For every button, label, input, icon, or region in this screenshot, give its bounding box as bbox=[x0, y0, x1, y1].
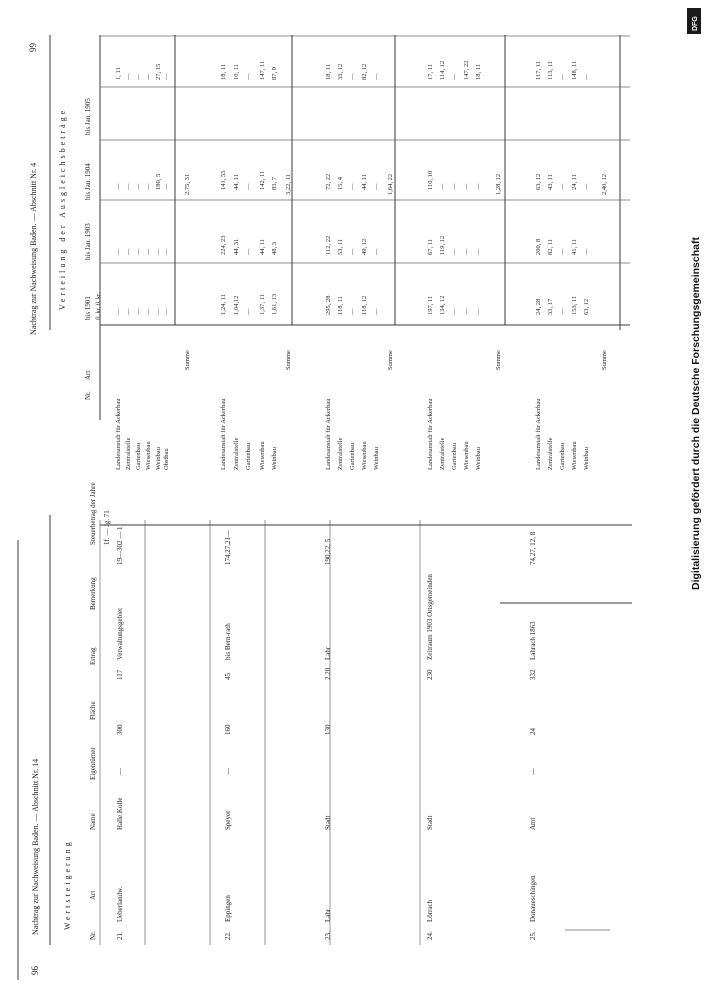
row-value: 148, 11 bbox=[571, 60, 578, 80]
left-col-owner: Eigentümer bbox=[89, 747, 97, 780]
left-page-number: 96 bbox=[30, 966, 40, 975]
table-row bbox=[155, 64, 162, 470]
total-value: 2.75, 31 bbox=[184, 173, 191, 195]
row-value: — bbox=[373, 248, 380, 255]
row-value: 82, 12 bbox=[361, 63, 368, 80]
table-row bbox=[529, 531, 537, 940]
row-value: — bbox=[163, 183, 170, 190]
left-page bbox=[18, 482, 632, 980]
row-value: 87, 9 bbox=[271, 67, 278, 80]
row-value: 110, 10 bbox=[427, 170, 434, 190]
row-nr: 25. bbox=[529, 931, 537, 940]
table-row bbox=[547, 61, 554, 470]
row-value: — bbox=[135, 183, 142, 190]
row-remark: Zeitraum 1903 Ortsgemeinden bbox=[426, 574, 434, 660]
table-row bbox=[245, 73, 252, 470]
table-row bbox=[224, 529, 232, 940]
row-yield: 2.20 bbox=[324, 667, 332, 680]
total-label: Summe bbox=[495, 350, 502, 370]
row-value: 142, 11 bbox=[259, 170, 266, 190]
row-amount: 174,27,21— bbox=[224, 530, 232, 565]
row-value: 1,61, 13 bbox=[271, 293, 278, 315]
table-row bbox=[361, 64, 368, 470]
row-value: — bbox=[373, 183, 380, 190]
row-value: — bbox=[135, 73, 142, 80]
row-owner: — bbox=[529, 768, 537, 775]
row-amount: 190,22, 5 bbox=[324, 538, 332, 565]
row-amount: 74,27, 12, 8 bbox=[529, 531, 537, 565]
row-value: 33, 12 bbox=[337, 63, 344, 80]
row-label: Landesanstalt für Ackerbau bbox=[535, 398, 542, 470]
row-value: — bbox=[349, 308, 356, 315]
table-row bbox=[259, 61, 266, 470]
row-value: — bbox=[163, 248, 170, 255]
row-value: — bbox=[245, 248, 252, 255]
row-value: — bbox=[559, 248, 566, 255]
row-value: 53, 11 bbox=[337, 238, 344, 255]
row-owner: — bbox=[116, 768, 124, 775]
left-col-art: Art bbox=[89, 890, 97, 900]
row-label: Landesanstalt für Ackerbau bbox=[220, 398, 227, 470]
row-value: — bbox=[583, 73, 590, 80]
right-col-1903: bis Jan. 1903 bbox=[84, 223, 92, 260]
row-group bbox=[325, 64, 394, 470]
total-value: 1,64, 22 bbox=[387, 173, 394, 195]
table-row bbox=[116, 526, 124, 940]
left-col-name: Name bbox=[89, 813, 97, 830]
row-value: 117, 11 bbox=[535, 60, 542, 80]
row-yield: 117 bbox=[116, 669, 124, 680]
table-row bbox=[135, 73, 142, 470]
row-art: Eppingen bbox=[224, 895, 232, 922]
table-row bbox=[535, 61, 542, 470]
row-value: 114, 12 bbox=[439, 60, 446, 80]
row-value: — bbox=[115, 183, 122, 190]
row-value: 18, 11 bbox=[475, 63, 482, 80]
left-col-remark: Bemerkung bbox=[89, 577, 97, 610]
row-label: Weinbau bbox=[583, 447, 590, 470]
row-value: — bbox=[349, 248, 356, 255]
row-label: Wiesenbau bbox=[463, 441, 470, 470]
row-label: Gartenbau bbox=[135, 442, 142, 470]
row-remark: bis Bern-rath bbox=[224, 623, 232, 660]
row-value: 118, 12 bbox=[361, 295, 368, 315]
row-name: Stadt bbox=[426, 815, 434, 830]
row-yield: 332 bbox=[529, 669, 537, 680]
row-value: — bbox=[463, 308, 470, 315]
row-yield: 45 bbox=[224, 673, 232, 680]
row-value: 141, 55 bbox=[220, 170, 227, 190]
row-value: — bbox=[559, 73, 566, 80]
group-total bbox=[285, 174, 292, 370]
row-value: 118, 11 bbox=[337, 295, 344, 315]
table-row bbox=[427, 64, 434, 470]
left-col-subheader: 1f. — Jg. 71 bbox=[103, 510, 111, 545]
row-name: Amt bbox=[529, 817, 537, 830]
row-amount: 19—302 — 1 bbox=[116, 526, 124, 565]
table-row bbox=[271, 67, 278, 470]
row-value: 134, 12 bbox=[439, 295, 446, 315]
row-nr: 22. bbox=[224, 931, 232, 940]
row-value: — bbox=[245, 308, 252, 315]
row-value: — bbox=[135, 248, 142, 255]
row-value: — bbox=[451, 183, 458, 190]
row-name: Speyer bbox=[224, 810, 232, 830]
row-yield: 230 bbox=[426, 669, 434, 680]
row-value: 147, 22 bbox=[463, 60, 470, 80]
row-label: Zentralstelle bbox=[125, 437, 132, 470]
table-row bbox=[571, 61, 578, 470]
row-value: 48, 3 bbox=[271, 242, 278, 255]
row-area: 130 bbox=[324, 724, 332, 735]
row-remark: Verwaltungsgebiet bbox=[116, 607, 124, 660]
row-area: 300 bbox=[116, 724, 124, 735]
table-row bbox=[220, 64, 227, 470]
row-label: Weinbau bbox=[271, 447, 278, 470]
row-value: 72, 22 bbox=[325, 173, 332, 190]
row-value: — bbox=[451, 73, 458, 80]
row-value: — bbox=[245, 183, 252, 190]
table-row bbox=[559, 73, 566, 470]
table-row bbox=[451, 73, 458, 470]
table-row bbox=[475, 64, 482, 470]
row-value: — bbox=[145, 248, 152, 255]
row-nr: 23. bbox=[324, 931, 332, 940]
table-row bbox=[426, 574, 434, 940]
table-row bbox=[349, 73, 356, 470]
row-label: Gartenbau bbox=[349, 442, 356, 470]
group-total bbox=[601, 174, 608, 370]
row-art: Lahr bbox=[324, 908, 332, 922]
row-value: 49, 12 bbox=[361, 238, 368, 255]
row-nr: 24. bbox=[426, 931, 434, 940]
table-row bbox=[125, 73, 132, 470]
row-value: — bbox=[583, 183, 590, 190]
row-value: 43, 11 bbox=[547, 173, 554, 190]
row-value: 1,04,12 bbox=[233, 295, 240, 315]
row-value: — bbox=[451, 248, 458, 255]
row-label: Wiesenbau bbox=[145, 441, 152, 470]
row-value: — bbox=[559, 183, 566, 190]
row-value: 147, 11 bbox=[259, 60, 266, 80]
row-label: Landesanstalt für Ackerbau bbox=[115, 398, 122, 470]
group-total bbox=[495, 174, 502, 370]
right-running-head: Nachtrag zur Nachweisung Baden. — Abschnitt Nr. 4 bbox=[29, 162, 38, 335]
row-value: 18, 11 bbox=[220, 63, 227, 80]
row-value: 33, 17 bbox=[547, 298, 554, 315]
row-value: 1,37, 11 bbox=[259, 294, 266, 315]
row-group bbox=[427, 61, 502, 471]
dfg-logo-text: DFG bbox=[692, 16, 699, 31]
row-art: Donaueschingen bbox=[529, 875, 537, 922]
total-label: Summe bbox=[184, 350, 191, 370]
row-value: — bbox=[125, 308, 132, 315]
row-value: 1, 11 bbox=[115, 67, 122, 80]
right-page bbox=[28, 35, 630, 470]
row-value: 24, 11 bbox=[571, 173, 578, 190]
row-value: — bbox=[475, 248, 482, 255]
right-col-subheader: fl. kr. fl. kr. bbox=[96, 292, 102, 320]
row-label: Wiesenbau bbox=[361, 441, 368, 470]
group-total bbox=[387, 174, 394, 370]
row-value: — bbox=[135, 308, 142, 315]
table-row bbox=[145, 73, 152, 470]
row-value: 44, 31 bbox=[233, 238, 240, 255]
row-value: 24, 28 bbox=[535, 298, 542, 315]
row-label: Zentralstelle bbox=[337, 437, 344, 470]
row-name: Halle Kolle bbox=[116, 797, 124, 830]
funding-note: Digitalisierung gefördert durch die Deutsche Forschungsgemeinschaft bbox=[690, 237, 702, 590]
row-remark: Lahr bbox=[324, 646, 332, 660]
row-value: 44, 11 bbox=[361, 173, 368, 190]
row-value: 18, 11 bbox=[325, 63, 332, 80]
row-owner: — bbox=[224, 768, 232, 775]
dfg-attribution bbox=[687, 8, 702, 590]
row-value: — bbox=[373, 73, 380, 80]
total-value: 2,40, 12 bbox=[601, 173, 608, 195]
row-value: 44, 11 bbox=[259, 238, 266, 255]
total-value: 1,28, 12 bbox=[495, 173, 502, 195]
row-value: 17, 11 bbox=[427, 63, 434, 80]
row-value: 113, 11 bbox=[547, 60, 554, 80]
row-value: — bbox=[559, 308, 566, 315]
row-label: Zentralstelle bbox=[439, 437, 446, 470]
table-row bbox=[439, 61, 446, 470]
row-value: — bbox=[145, 308, 152, 315]
row-value: — bbox=[125, 183, 132, 190]
row-value: 15, 4 bbox=[337, 177, 344, 190]
row-value: 63, 12 bbox=[583, 298, 590, 315]
left-col-amount: Steuerbetrag der Jahre bbox=[89, 482, 97, 545]
row-art: Lörrach bbox=[426, 899, 434, 922]
row-value: 224, 23 bbox=[220, 235, 227, 255]
row-value: — bbox=[463, 183, 470, 190]
row-label: Zentralstelle bbox=[233, 437, 240, 470]
row-value: 180, 5 bbox=[155, 173, 162, 190]
row-value: — bbox=[439, 183, 446, 190]
right-table-title: Verteilung der Ausgleichsbeträge bbox=[58, 107, 67, 310]
table-row bbox=[324, 538, 332, 940]
total-label: Summe bbox=[601, 350, 608, 370]
right-col-art: Art bbox=[84, 370, 92, 380]
left-col-area: Fläche bbox=[89, 701, 97, 720]
right-page-number: 99 bbox=[28, 43, 38, 52]
row-value: — bbox=[125, 73, 132, 80]
row-value: 67, 11 bbox=[427, 238, 434, 255]
row-value: — bbox=[115, 248, 122, 255]
table-row bbox=[233, 64, 240, 470]
row-value: — bbox=[155, 248, 162, 255]
row-value: — bbox=[245, 73, 252, 80]
total-label: Summe bbox=[285, 350, 292, 370]
table-row bbox=[337, 64, 344, 470]
row-value: — bbox=[373, 308, 380, 315]
row-label: Gartenbau bbox=[451, 442, 458, 470]
row-value: 63, 12 bbox=[535, 173, 542, 190]
table-row bbox=[115, 67, 122, 470]
row-value: 295, 28 bbox=[325, 295, 332, 315]
row-value: 1,24, 11 bbox=[220, 294, 227, 315]
row-value: — bbox=[145, 183, 152, 190]
row-area: 160 bbox=[224, 724, 232, 735]
table-row bbox=[373, 73, 380, 470]
row-value: — bbox=[451, 308, 458, 315]
row-label: Obstbau bbox=[163, 448, 170, 470]
row-value: 41, 11 bbox=[571, 238, 578, 255]
row-value: — bbox=[115, 308, 122, 315]
row-label: Zentralstelle bbox=[547, 437, 554, 470]
row-group bbox=[115, 64, 191, 470]
row-remark: Lahrach 1863 bbox=[529, 621, 537, 660]
row-value: 197, 11 bbox=[427, 295, 434, 315]
left-col-nr: Nr. bbox=[89, 931, 97, 940]
row-value: 83, 7 bbox=[271, 177, 278, 190]
row-value: 112, 22 bbox=[325, 235, 332, 255]
left-col-yield: Ertrag bbox=[89, 647, 97, 665]
row-group bbox=[535, 61, 608, 470]
row-label: Weinbau bbox=[373, 447, 380, 470]
row-label: Wiesenbau bbox=[259, 441, 266, 470]
row-value: 82, 11 bbox=[547, 238, 554, 255]
row-value: — bbox=[155, 308, 162, 315]
row-label: Wiesenbau bbox=[571, 441, 578, 470]
row-value: — bbox=[475, 183, 482, 190]
row-value: 119, 12 bbox=[439, 235, 446, 255]
row-value: 153, 11 bbox=[571, 295, 578, 315]
group-total bbox=[184, 174, 191, 370]
right-col-nr: Nr. bbox=[84, 391, 92, 400]
row-value: — bbox=[583, 248, 590, 255]
row-value: — bbox=[163, 308, 170, 315]
row-label: Landesanstalt für Ackerbau bbox=[325, 398, 332, 470]
right-col-1904: bis Jan. 1904 bbox=[84, 163, 92, 200]
row-label: Weinbau bbox=[475, 447, 482, 470]
row-label: Landesanstalt für Ackerbau bbox=[427, 398, 434, 470]
row-art: Ueberlandw. bbox=[116, 886, 124, 922]
row-label: Gartenbau bbox=[559, 442, 566, 470]
table-row bbox=[325, 64, 332, 470]
right-col-1905: bis Jan. 1905 bbox=[84, 98, 92, 135]
row-value: 200, 8 bbox=[535, 238, 542, 255]
row-value: — bbox=[349, 73, 356, 80]
table-row bbox=[163, 73, 170, 470]
right-col-1901: bis 1901 bbox=[84, 296, 92, 320]
row-value: 10, 11 bbox=[233, 63, 240, 80]
row-value: — bbox=[145, 73, 152, 80]
row-value: — bbox=[125, 248, 132, 255]
row-value: 27, 15 bbox=[155, 63, 162, 80]
table-row bbox=[463, 61, 470, 471]
table-row bbox=[583, 73, 590, 470]
left-running-head: Nachtrag zur Nachweisung Baden. — Abschnitt Nr. 14 bbox=[31, 758, 40, 935]
row-label: Gartenbau bbox=[245, 442, 252, 470]
total-label: Summe bbox=[387, 350, 394, 370]
row-name: Stadt bbox=[324, 815, 332, 830]
row-value: — bbox=[463, 248, 470, 255]
row-area: 24 bbox=[529, 728, 537, 735]
row-value: 44, 11 bbox=[233, 173, 240, 190]
total-value: 3,22, 11 bbox=[285, 174, 292, 195]
row-label: Weinbau bbox=[155, 447, 162, 470]
row-nr: 21. bbox=[116, 931, 124, 940]
left-header-group: Wertsteigerung bbox=[63, 839, 72, 930]
row-group bbox=[220, 61, 292, 470]
row-value: — bbox=[475, 308, 482, 315]
row-value: — bbox=[163, 73, 170, 80]
row-value: — bbox=[349, 183, 356, 190]
